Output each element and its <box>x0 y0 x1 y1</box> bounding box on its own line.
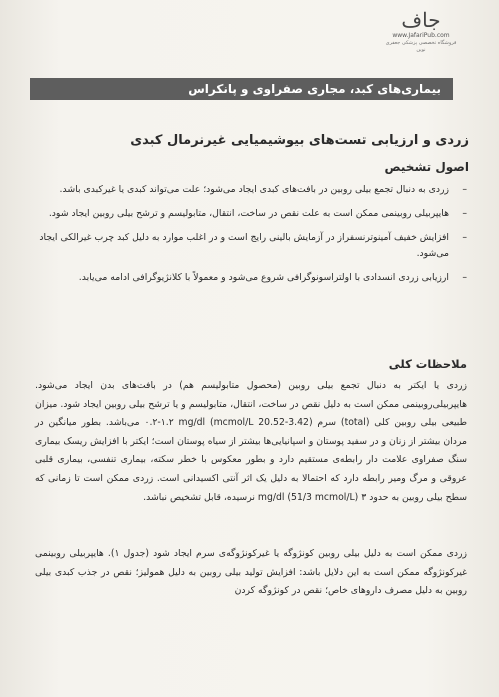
list-item-text: زردی به دنبال تجمع بیلی روبین در بافت‌های کبدی ایجاد می‌شود؛ علت می‌تواند کبدی یا غیرکبدی باشد. <box>59 184 449 195</box>
list-item <box>35 270 467 286</box>
paragraph: زردی یا ایکتر به دنبال تجمع بیلی روبین (محصول متابولیسم هم) در بافت‌های بدن ایجاد می‌شود. هایپربیلی‌روبینمی ممکن است به دلیل نقص در ساخت، انتقال، متابولیسم و یا ترشح بیلی روبین ایجاد شود. میزان طبیعی بیلی روبین کلی (total) سرم (3.42-20.52 mcmol/L) ۰.۲-۱.۲ mg/dl می‌باشد. بطور میانگین در مردان بیشتر از زنان و در سفید پوستان و اسپانیایی‌ها بیشتر از سیاه پوستان است؛ ایکتر با افزایش ریسک بیماری سنگ صفراوی علامت دار رابطه‌ی مستقیم دارد و بطور معکوس با خطر سکته، بیماری تنفسی، بیماری قلبی عروقی و مرگ ومیر رابطه دارد که احتمالا به دلیل یک اثر آنتی اکسیدانی است. زردی ممکن است تا زمانی که سطح بیلی روبین به حدود ۳ mg/dl (51/3 mcmol/L) نرسیده، قابل تشخیص نباشد. <box>35 380 467 503</box>
general-notes-title: ملاحظات کلی <box>388 357 467 371</box>
list-item <box>35 230 467 262</box>
chapter-header: بیماری‌های کبد، مجاری صفراوی و پانکراس <box>30 78 453 100</box>
logo-tagline: فروشگاه تخصصی پزشکی جعفری نوین <box>385 40 457 53</box>
logo-mark: جاف <box>401 8 441 32</box>
bullet-dash: – <box>462 208 467 219</box>
list-item <box>35 206 467 222</box>
publisher-logo <box>381 8 461 54</box>
bullet-dash: – <box>462 272 467 283</box>
bullet-dash: – <box>462 184 467 195</box>
logo-url: www.JafariPub.com <box>392 32 450 39</box>
list-item-text: ارزیابی زردی انسدادی با اولتراسونوگرافی شروع می‌شود و معمولاً با کلانژیوگرافی ادامه می‌یابد. <box>78 272 449 283</box>
list-item-text: هایپربیلی روبینمی ممکن است به علت نقص در ساخت، انتقال، متابولیسم و ترشح بیلی روبین ایجاد شود. <box>48 208 449 219</box>
principles-title: اصول تشخیص <box>384 160 469 174</box>
principles-list <box>35 182 467 294</box>
list-item-text: افزایش خفیف آمینوترنسفراز در آزمایش بالینی رایج است و در اغلب موارد به دلیل کبد چرب غیرالکی ایجاد می‌شود. <box>39 232 449 259</box>
section-title: زردی و ارزیابی تست‌های بیوشیمیایی غیرنرمال کبدی <box>130 133 469 148</box>
bullet-dash: – <box>462 232 467 243</box>
paragraph: زردی ممکن است به دلیل بیلی روبین کونژوگه یا غیرکونژوگه‌ی سرم ایجاد شود (جدول ۱). هایپربیلی روبینمی غیرکونژوگه ممکن است به این دلایل باشد: افزایش تولید بیلی روبین به دلیل همولیز؛ نقص در جذب کبدی بیلی روبین به دلیل مصرف داروهای خاص؛ نقص در کونژوگه کردن <box>35 548 467 597</box>
list-item <box>35 182 467 198</box>
